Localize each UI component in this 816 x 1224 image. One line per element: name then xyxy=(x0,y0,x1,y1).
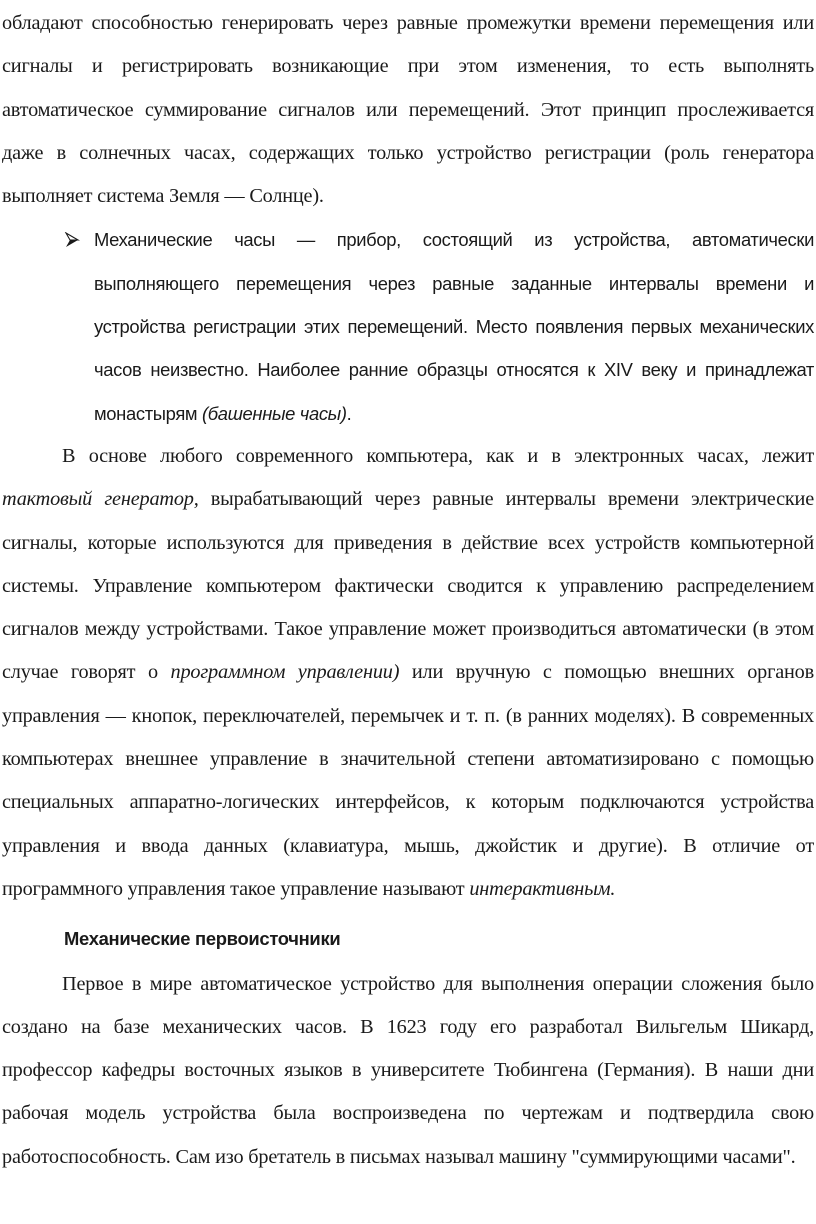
bullet-text-main: Механические часы — прибор, состоящий из устройства, автоматически выполняющего перемещения через равные заданные интервалы времени и устройства регистрации этих перемещений. Место появления первых механических часов неизвестно. Наиболее ранние образцы относятся к XIV веку и принадлежат монастырям xyxy=(94,229,814,424)
section-heading: Механические первоисточники xyxy=(64,928,341,950)
paragraph-continuation: обладают способностью генерировать через равные промежутки времени перемещения или сигналы и регистрировать возникающие при этом изменения, то есть выполнять автоматическое суммирование сигналов или перемещений. Этот принцип прослеживается даже в солнечных часах, содержащих только устройство регистрации (роль генератора выполняет система Земля — Солнце). xyxy=(2,12,814,208)
paragraph-schickard: Первое в мире автоматическое устройство для выполнения операции сложения было создано на базе механических часов. В 1623 году его разработал Вильгельм Шикард, профессор кафедры восточных языков в университете Тюбингена (Германия). В наши дни рабочая модель устройства была воспроизведена по чертежам и подтвердила свою работоспособность. Сам изо бретатель в письмах называл машину "суммирующими часами". xyxy=(2,972,814,1168)
p2-part3: или вручную с помощью внешних органов управления — кнопок, переключателей, перемычек и т. п. (в ранних моделях). В современных компьютерах внешнее управление в значительной степени автоматизировано с помощью специальных аппаратно-логических интерфейсов, к которым подключаются устройства управления и ввода данных (клавиатура, мышь, джойстик и другие). В отличие от программного управления такое управление называют xyxy=(2,661,814,900)
p2-italic3: интерактивным. xyxy=(469,877,616,900)
bullet-text-end: . xyxy=(346,402,352,424)
arrow-bullet-icon xyxy=(64,218,88,261)
bullet-text xyxy=(94,218,814,434)
p2-part2: вырабатывающий через равные интервалы времени электрические сигналы, которые используются для приведения в действие всех устройств компьютерной системы. Управление компьютером фактически сводится к управлению распределением сигналов между устройствами. Такое управление может производиться автоматически (в этом случае говорят о xyxy=(2,488,814,684)
bullet-text-italic: (башенные часы) xyxy=(201,402,347,424)
p2-part1: В основе любого современного компьютера, как и в электронных часах, лежит xyxy=(62,444,814,467)
p2-italic2: программном управлении) xyxy=(170,661,400,684)
paragraph-clock-generator xyxy=(2,435,814,911)
p2-italic1: тактовый генератор, xyxy=(2,488,199,511)
bullet-item xyxy=(2,218,814,434)
